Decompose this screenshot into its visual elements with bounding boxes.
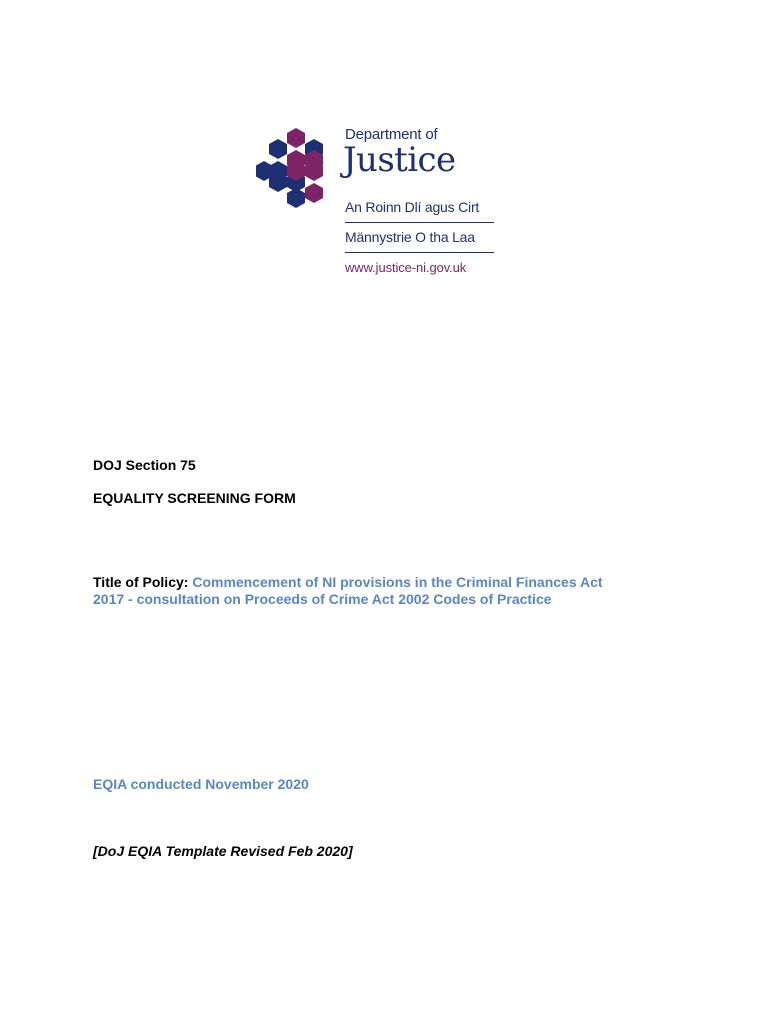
logo-divider-1: [345, 222, 494, 223]
logo-department-of: Department of: [345, 126, 438, 143]
template-note: [DoJ EQIA Template Revised Feb 2020]: [93, 843, 353, 859]
policy-title-line-2: 2017 - consultation on Proceeds of Crime Act 2002 Codes of Practice: [93, 591, 552, 607]
logo-irish-name: An Roinn Dlí agus Cirt: [345, 199, 480, 215]
department-of-justice-logo: [256, 126, 501, 284]
eqia-note: EQIA conducted November 2020: [93, 776, 309, 792]
form-title: EQUALITY SCREENING FORM: [93, 490, 296, 506]
policy-title-line-1: Commencement of NI provisions in the Criminal Finances Act: [192, 574, 603, 590]
logo-ulster-scots-name: Männystrie O tha Laa: [345, 229, 475, 245]
logo-website: www.justice-ni.gov.uk: [345, 260, 467, 275]
logo-divider-2: [345, 252, 494, 253]
hexagon-cluster-icon: [256, 126, 336, 208]
logo-justice: Justice: [343, 140, 456, 180]
policy-title-block: [93, 574, 603, 608]
policy-label: Title of Policy:: [93, 574, 189, 590]
section-heading: DOJ Section 75: [93, 457, 196, 473]
